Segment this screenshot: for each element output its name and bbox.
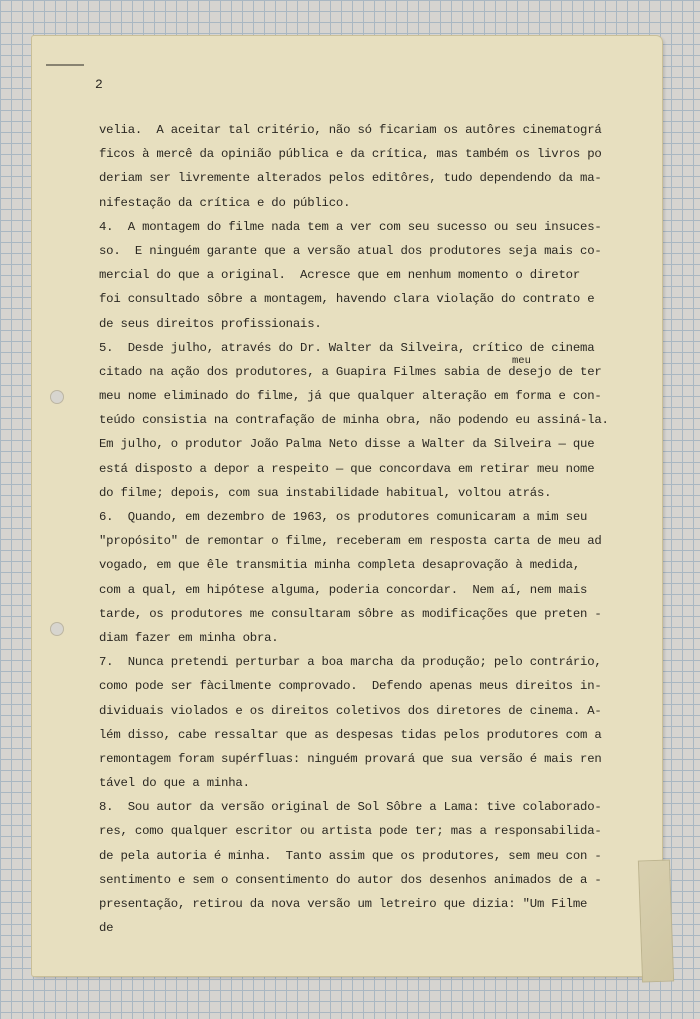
text-line: tável do que a minha. [99,776,250,791]
text-line: so. E ninguém garante que a versão atual dos produtores seja mais co- [99,243,602,258]
text-line: de seus direitos profissionais. [99,316,322,331]
text-line: teúdo consistia na contrafação de minha obra, não podendo eu assiná-la. [99,413,609,428]
text-line: citado na ação dos produtores, a Guapira Filmes sabia de desejo de ter [99,364,602,379]
text-line: vogado, em que êle transmitia minha completa desaprovação à medida, [99,558,581,573]
typed-body-text [99,118,639,940]
text-line: como pode ser fàcilmente comprovado. Defendo apenas meus direitos in- [99,679,602,694]
text-line: de pela autoria é minha. Tanto assim que os produtores, sem meu con - [99,848,602,863]
text-line: mercial do que a original. Acresce que em nenhum momento o diretor [99,268,581,283]
text-line: 5. Desde julho, através do Dr. Walter da Silveira, crítico de cinema [99,340,595,355]
text-line: 4. A montagem do filme nada tem a ver com seu sucesso ou seu insuces- [99,219,602,234]
text-line: meu nome eliminado do filme, já que qualquer alteração em forma e con- [99,389,602,404]
text-line: dividuais violados e os direitos coletivos dos diretores de cinema. A- [99,703,602,718]
text-line: 6. Quando, em dezembro de 1963, os produtores comunicaram a mim seu [99,510,588,524]
text-line: 8. Sou autor da versão original de Sol Sôbre a Lama: tive colaborado- [99,800,602,815]
text-line: ficos à mercê da opinião pública e da crítica, mas também os livros po [99,147,602,162]
text-line: foi consultado sôbre a montagem, havendo clara violação do contrato e [99,292,595,307]
text-line: diam fazer em minha obra. [99,630,279,645]
handwritten-insertion: meu [512,355,531,367]
text-line: do filme; depois, com sua instabilidade habitual, voltou atrás. [99,485,552,500]
text-line: presentação, retirou da nova versão um letreiro que dizia: "Um Filme [99,897,588,911]
text-line: "propósito" de remontar o filme, receberam em resposta carta de meu ad [99,534,602,549]
text-line: tarde, os produtores me consultaram sôbre as modificações que preten - [99,606,602,621]
punch-hole-lower [50,622,64,636]
text-line: deriam ser livremente alterados pelos editôres, tudo dependendo da ma- [99,171,602,186]
text-line: de [99,921,114,936]
text-line: remontagem foram supérfluas: ninguém provará que sua versão é mais ren [99,751,602,766]
punch-hole-upper [50,390,64,404]
torn-page-corner [638,859,674,982]
text-line: res, como qualquer escritor ou artista pode ter; mas a responsabilida- [99,824,602,839]
text-line: está disposto a depor a respeito — que concordava em retirar meu nome [99,461,595,476]
text-line: Em julho, o produtor João Palma Neto disse a Walter da Silveira — que [99,437,595,452]
text-line: 7. Nunca pretendi perturbar a boa marcha da produção; pelo contrário, [99,655,602,670]
text-line: sentimento e sem o consentimento do autor dos desenhos animados de a - [99,872,602,887]
text-line: lém disso, cabe ressaltar que as despesas tidas pelos produtores com a [99,727,602,742]
text-line: velia. A aceitar tal critério, não só ficariam os autôres cinematográ [99,123,602,137]
text-line: nifestação da crítica e do público. [99,195,351,210]
text-line: com a qual, em hipótese alguma, poderia concordar. Nem aí, nem mais [99,582,588,597]
pencil-mark [46,64,84,66]
page-number: 2 [95,77,103,92]
